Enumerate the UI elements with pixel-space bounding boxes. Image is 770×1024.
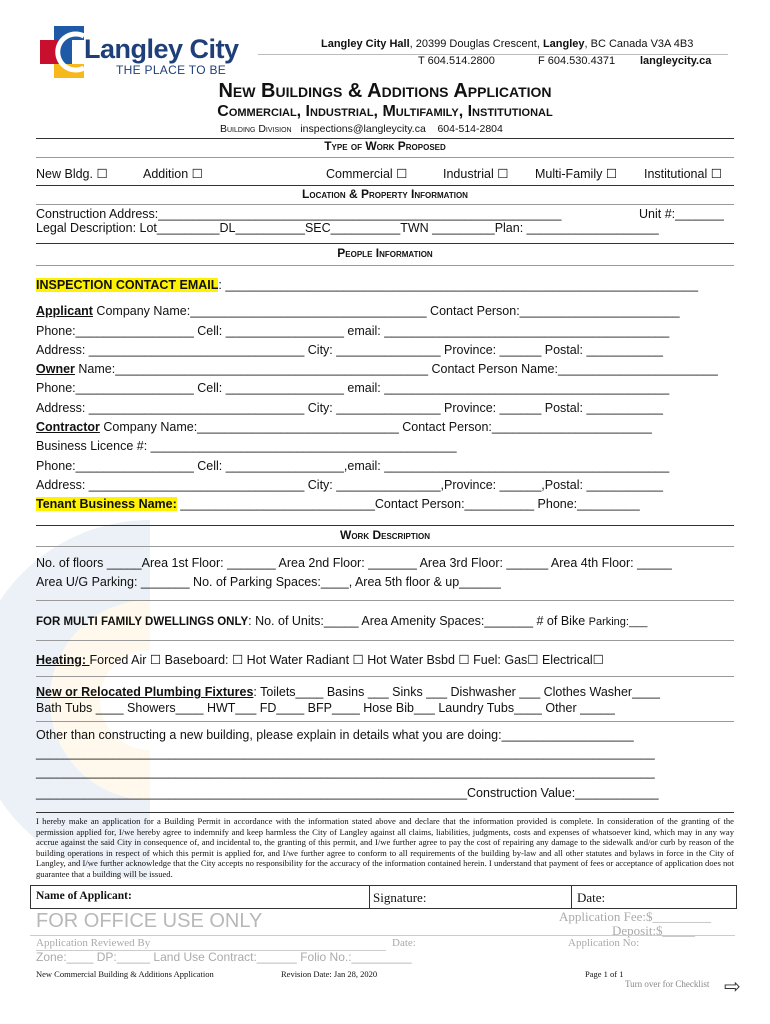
footer-form-name: New Commercial Building & Additions Application <box>36 969 214 979</box>
deposit-field: Deposit:$_____ <box>612 923 696 938</box>
inspection-contact-email-field[interactable]: INSPECTION CONTACT EMAIL: ____________________________________________________________________ <box>36 278 699 292</box>
other-work-field[interactable]: Other than constructing a new building, please explain in details what you are doing:___________________ <box>36 728 634 742</box>
declaration-text: I hereby make an application for a Building Permit in accordance with the information stated above and declare that the information provided is complete. In consideration of the granting of the permission applied for, I/we hereby agree to indemnify and keep harmless the City of Langley against all claims, liabilities, judgments, costs and expenses of whatsoever kind, which may in any way accrue against the said City in consequence of, and incidental to, the granting of this permit, and I/we further agree to pay the cost of repairing any damage to the sidewalk and/or curb by reason of the building operations in respect of which this permit is applied for, and I/we further agree to conform to all requirements of the building by-law and all other statutes and bylaws in force in the City of Langley, and I/we further acknowledge that the City accepts no responsibility for the accuracy of the information contained herein. I understand that payment of fees or acceptance of application does not guarantee that a building will be issued. <box>36 816 734 879</box>
plumbing-fixtures-field[interactable]: New or Relocated Plumbing Fixtures: Toilets____ Basins ___ Sinks ___ Dishwasher ___ Clothes Washer____ <box>36 685 660 699</box>
option-multi-family[interactable]: Multi-Family ☐ <box>535 167 618 181</box>
division-phone: 604-514-2804 <box>437 123 503 135</box>
tenant-business-field[interactable]: Tenant Business Name: ____________________________Contact Person:__________ Phone:_________ <box>36 497 640 511</box>
applicant-name-field[interactable]: Name of Applicant: <box>36 890 132 902</box>
other-work-line2[interactable]: _________________________________________________________________________________________ <box>36 746 655 760</box>
signature-field[interactable]: Signature: <box>373 890 427 905</box>
other-work-line3[interactable]: _________________________________________________________________________________________ <box>36 765 655 779</box>
arrow-right-icon: ⇨ <box>724 976 741 998</box>
heating-field[interactable]: Heating: Forced Air ☐ Baseboard: ☐ Hot Water Radiant ☐ Hot Water Bsbd ☐ Fuel: Gas☐ Electrical☐ <box>36 653 604 667</box>
office-use-title: FOR OFFICE USE ONLY <box>36 910 263 932</box>
option-commercial[interactable]: Commercial ☐ <box>326 167 408 181</box>
brand-name: Langley City <box>84 34 239 64</box>
option-addition[interactable]: Addition ☐ <box>143 167 203 181</box>
contractor-address-field[interactable]: Address: _______________________________ City: _______________,Province: ______,Postal: ___________ <box>36 478 663 492</box>
division-email[interactable]: inspections@langleycity.ca <box>300 123 426 135</box>
applicant-company-field[interactable]: Applicant Company Name:__________________________________ Contact Person:_______________________ <box>36 304 680 318</box>
parking-field[interactable]: Area U/G Parking: _______ No. of Parking Spaces:____, Area 5th floor & up______ <box>36 575 501 589</box>
applicant-address-field[interactable]: Address: _______________________________ City: _______________ Province: ______ Postal: ___________ <box>36 343 663 357</box>
application-number-field: Application No: <box>568 937 640 949</box>
applicant-phone-field[interactable]: Phone:_________________ Cell: _________________ email: _________________________________________ <box>36 324 670 338</box>
date-field[interactable]: Date: <box>577 890 606 905</box>
fax-number: F 604.530.4371 <box>538 55 616 67</box>
city-hall-address: Langley City Hall, 20399 Douglas Crescent, Langley, BC Canada V3A 4B3 <box>321 38 694 50</box>
work-type-heading: Type of Work Proposed <box>324 139 446 153</box>
application-fee-field: Application Fee:$_________ <box>559 909 712 924</box>
owner-address-field[interactable]: Address: _______________________________ City: _______________ Province: ______ Postal: ___________ <box>36 401 663 415</box>
footer-revision-date: Revision Date: Jan 28, 2020 <box>281 969 378 979</box>
owner-name-field[interactable]: Owner Name:_____________________________________________ Contact Person Name:_______________________ <box>36 362 718 376</box>
legal-description-field[interactable]: Legal Description: Lot_________DL__________SEC__________TWN _________Plan: ___________________ <box>36 221 659 235</box>
floor-areas-field[interactable]: No. of floors _____Area 1st Floor: _______ Area 2nd Floor: _______ Area 3rd Floor: ______ Area 4th Floor: _____ <box>36 556 672 570</box>
location-heading: Location & Property Information <box>302 187 468 201</box>
business-licence-field[interactable]: Business Licence #: ____________________________________________ <box>36 439 457 453</box>
option-new-bldg[interactable]: New Bldg. ☐ <box>36 167 108 181</box>
footer-page-number: Page 1 of 1 <box>585 969 624 979</box>
plumbing-fixtures-line2[interactable]: Bath Tubs ____ Showers____ HWT___ FD____ BFP____ Hose Bib___ Laundry Tubs____ Other _____ <box>36 701 615 715</box>
construction-address-field[interactable]: Construction Address:__________________________________________________________ <box>36 207 562 221</box>
zone-field: Zone:____ DP:_____ Land Use Contract:______ Folio No.:_________ <box>36 950 412 964</box>
contact-line <box>220 123 503 135</box>
form-title: New Buildings & Additions Application <box>218 80 552 102</box>
phone-number: T 604.514.2800 <box>418 55 495 67</box>
office-date-field: Date: <box>392 937 416 949</box>
contractor-company-field[interactable]: Contractor Company Name:_____________________________ Contact Person:_______________________ <box>36 420 652 434</box>
turn-over-note: Turn over for Checklist <box>625 979 710 989</box>
multi-family-field[interactable]: FOR MULTI FAMILY DWELLINGS ONLY: No. of Units:_____ Area Amenity Spaces:_______ # of Bike Parking:___ <box>36 614 648 628</box>
division-label: Building Division <box>220 123 292 135</box>
option-industrial[interactable]: Industrial ☐ <box>443 167 509 181</box>
people-heading: People Information <box>337 246 433 260</box>
unit-field[interactable]: Unit #:_______ <box>639 207 724 221</box>
brand-tagline: THE PLACE TO BE <box>116 63 227 77</box>
contractor-phone-field[interactable]: Phone:_________________ Cell: _________________,email: _________________________________________ <box>36 459 670 473</box>
form-subtitle: Commercial, Industrial, Multifamily, Institutional <box>217 103 553 120</box>
reviewed-by-field: Application Reviewed By <box>36 937 151 949</box>
option-institutional[interactable]: Institutional ☐ <box>644 167 722 181</box>
construction-value-field[interactable]: ______________________________________________________________Construction Value:____________ <box>36 786 659 800</box>
work-description-heading: Work Description <box>340 528 430 542</box>
owner-phone-field[interactable]: Phone:_________________ Cell: _________________ email: _________________________________________ <box>36 381 670 395</box>
website[interactable]: langleycity.ca <box>640 55 712 67</box>
